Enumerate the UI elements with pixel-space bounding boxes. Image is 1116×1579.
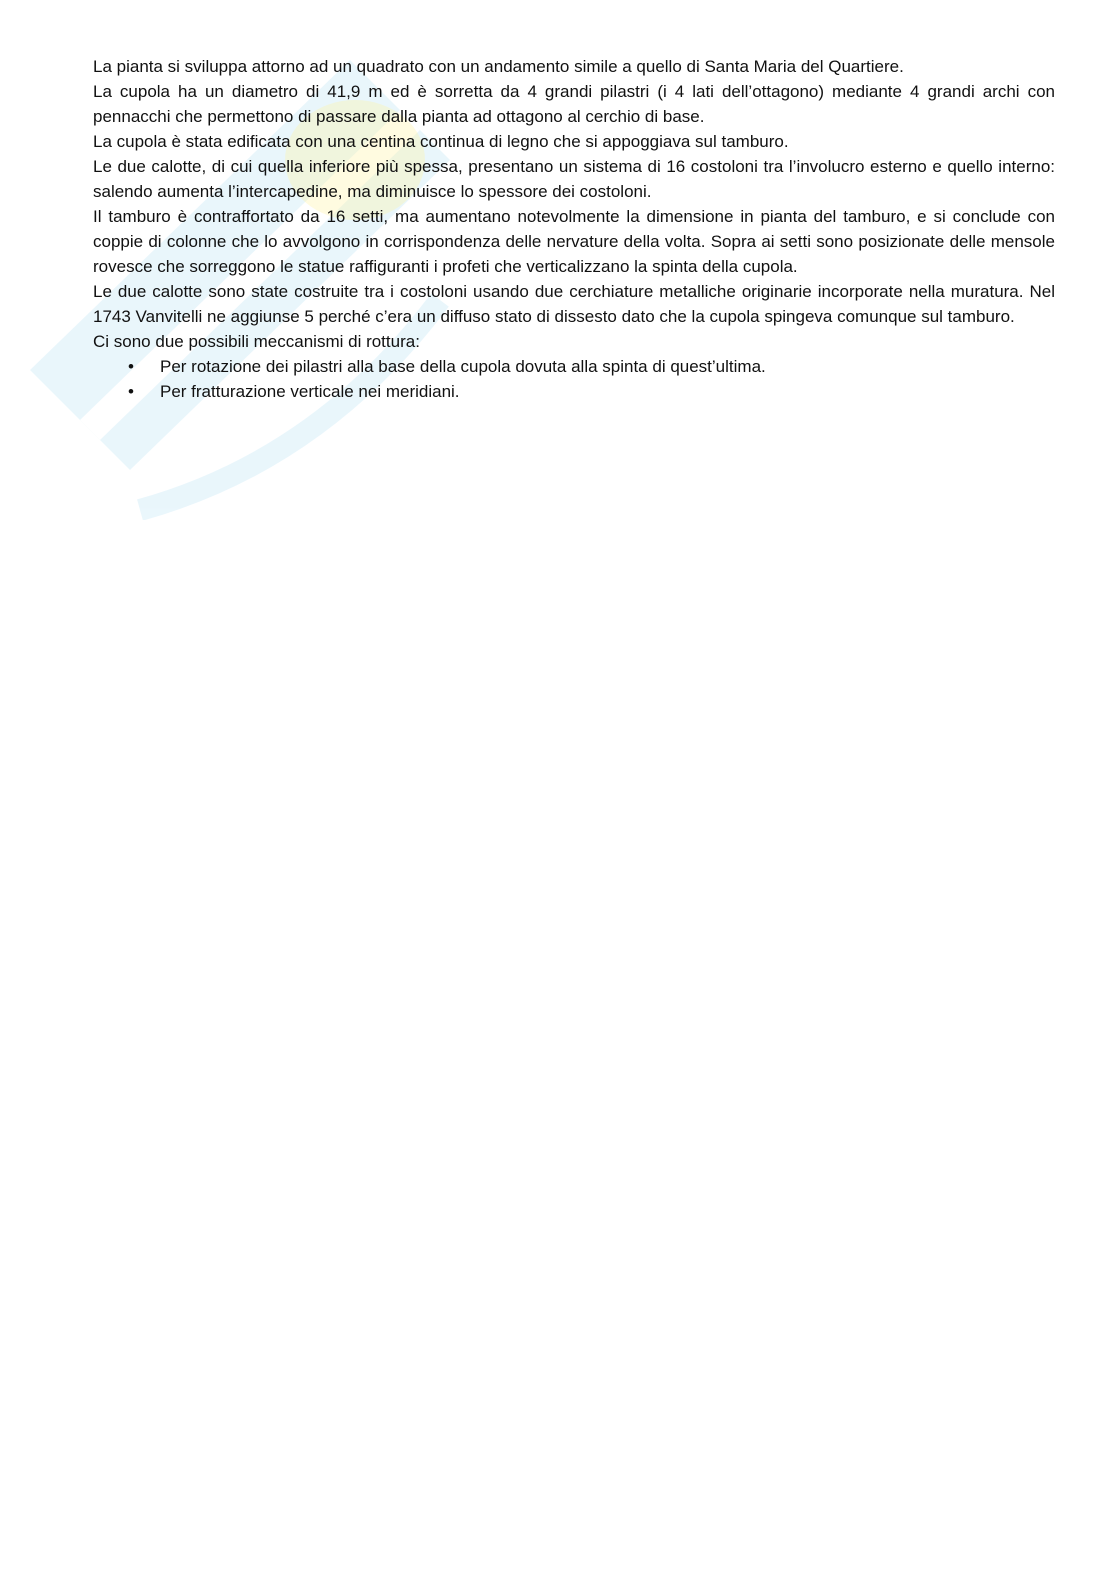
paragraph-centering: La cupola è stata edificata con una centina continua di legno che si appoggiava sul tamburo. <box>93 132 789 151</box>
list-item <box>93 379 1055 404</box>
paragraph-iron-rings: Le due calotte sono state costruite tra i costoloni usando due cerchiature metalliche originarie incorporate nella muratura. Nel 1743 Vanvitelli ne aggiunse 5 perché c’era un diffuso stato di dissesto dato che la cupola spingeva comunque sul tamburo. <box>93 282 1055 326</box>
paragraph-drum: Il tamburo è contraffortato da 16 setti, ma aumentano notevolmente la dimensione in pianta del tamburo, e si conclude con coppie di colonne che lo avvolgono in corrispondenza delle nervature della volta. Sopra ai setti sono posizionate delle mensole rovesce che sorreggono le statue raffiguranti i profeti che verticalizzano la spinta della cupola. <box>93 207 1055 276</box>
paragraph-plan: La pianta si sviluppa attorno ad un quadrato con un andamento simile a quello di Santa Maria del Quartiere. <box>93 57 904 76</box>
bullet-icon: • <box>128 382 134 401</box>
list-item <box>93 354 1055 379</box>
list-item-text: Per fratturazione verticale nei meridiani. <box>160 382 460 401</box>
paragraph-failure-intro: Ci sono due possibili meccanismi di rottura: <box>93 332 420 351</box>
document-body <box>93 54 1055 404</box>
list-item-text: Per rotazione dei pilastri alla base della cupola dovuta alla spinta di quest’ultima. <box>160 357 766 376</box>
failure-mechanisms-list <box>93 354 1055 404</box>
bullet-icon: • <box>128 357 134 376</box>
paragraph-dome-diameter: La cupola ha un diametro di 41,9 m ed è sorretta da 4 grandi pilastri (i 4 lati dell’ottagono) mediante 4 grandi archi con pennacchi che permettono di passare dalla pianta ad ottagono al cerchio di base. <box>93 82 1055 126</box>
paragraph-shells: Le due calotte, di cui quella inferiore più spessa, presentano un sistema di 16 costoloni tra l’involucro esterno e quello interno: salendo aumenta l’intercapedine, ma diminuisce lo spessore dei costoloni. <box>93 157 1055 201</box>
